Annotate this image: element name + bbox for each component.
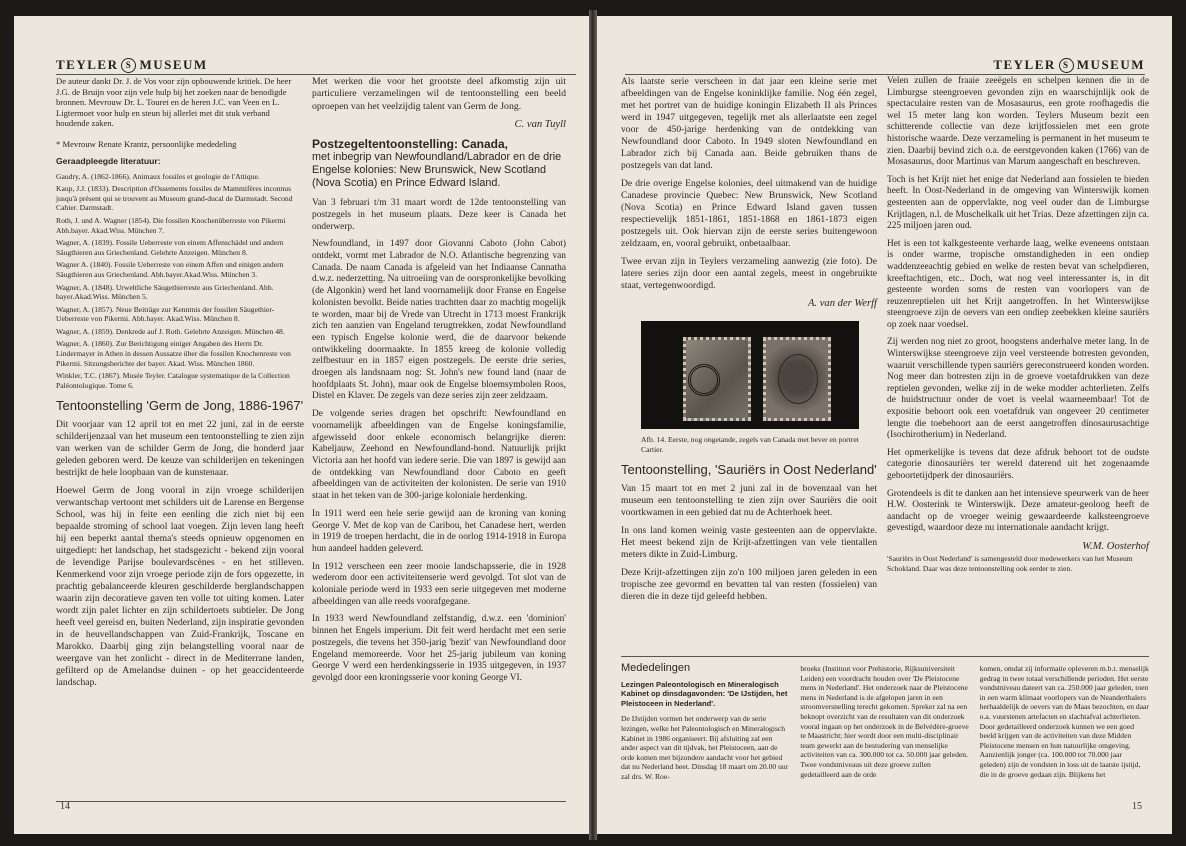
canada-para-1: Als laatste serie verscheen in dat jaar een kleine serie met afbeeldingen van de Engelse koninklijke familie. Nog één zegel, met het portret van de huidige koningin Elizabeth II als Princes werd in 1947 uitgegeven, tegelijk met als allerlaatste een zegel voor de 450-jarige herdenking van de ontdekking van Newfoundland door Caboto. In 1949 sloten Newfoundland en Labrador zich bij Canada aan. Beide gebruiken thans de postzegels van dat land. bbox=[621, 76, 877, 171]
reference-item: Wagner, A. (1848). Urweltliche Säugethierreste aus Griechenland. Abh. bayer.Akad.Wiss. München 5. bbox=[56, 282, 274, 302]
germ-de-jong-heading: Tentoonstelling 'Germ de Jong, 1886-1967' bbox=[56, 398, 304, 414]
right-column-2 bbox=[887, 76, 1149, 579]
news-top-rule bbox=[621, 656, 1149, 657]
sauriers-para-3: Deze Krijt-afzettingen zijn zo'n 100 miljoen jaren geleden in een tropische zee gevormd en bevatten tal van resten (fossielen) van dieren die in deze tijd geleefd hebben. bbox=[621, 567, 877, 603]
header-brand-museum: MUSEUM bbox=[1076, 57, 1145, 72]
left-page-header bbox=[56, 57, 576, 73]
reference-item: Wagner, A. (1860). Zur Berichtigung einiger Angaben des Herrn Dr. Lindermayer in Athen in dessen Aussatze über die fossilen Knochenreste von Pikermi. Sitzungsberichte der bayer. Akad. Wiss. München 1860. bbox=[56, 339, 291, 368]
reference-item: Roth, J. und A. Wagner (1854). Die fossilen Knochenüberreste von Pikermi Abh.bayer. Akad.Wiss. München 7. bbox=[56, 215, 286, 235]
fossils-para-3: Het is een tot kalkgesteente verharde laag, welke eveneens ontstaan is onder warme, tropische omstandigheden in een ondiep waddenzeeachtig gebied en welke de resten bevat van schelpdieren, kreeftachtigen, etc.. Doch, wat nog veel interessanter is, in dit gesteente worden soms de resten van voorlopers van de reuzenreptielen uit het Krijt aangetroffen. In het Winterswijkse steengroeve zijn de oevers van een ondiep zeebekken kleine sauriërs op zoek naar voedsel. bbox=[887, 238, 1149, 330]
news-text-c: komen, omdat zij informatie opleveren m.b.t. menselijk gedrag in twee totaal verschillende perioden. Het eerste vondstniveau dateert van ca. 250.000 jaar geleden, toen in een warm klimaat voorlopers van de Neanderthalers herhaaldelijk de oevers van de Maas bezochten, en daar o.a. vuurstenen artefacten en slachtafval achterlieten. Door gedetailleerd onderzoek kunnen we een goed beeld krijgen van de activiteiten van deze Midden Pleistocene mensen en hun natuurlijke omgeving. Aanzienlijk jonger (ca. 100.000 tot 70.000 jaar geleden) zijn de vondsten in loss uit de laatste ijstijd, die in de groeve gedaan zijn. Blijkens het bbox=[979, 664, 1149, 779]
reference-item: Wagner, A. (1857). Neue Beiträge zur Kenntnis der fossilen Säugethier-Ueberreste von Pikermi. Abh.bayer. Akad.Wiss. München 8. bbox=[56, 304, 275, 324]
book-spine bbox=[589, 10, 597, 840]
photo-caption: Afb. 14. Eerste, nog ongetande, zegels van Canada met bever en portret Cartier. bbox=[641, 435, 859, 454]
beaver-stamp-image bbox=[683, 337, 751, 421]
right-page-header bbox=[625, 57, 1145, 73]
left-column-1 bbox=[56, 76, 304, 695]
germ-de-jong-para-2: Hoewel Germ de Jong vooral in zijn vroege schilderijen verwantschap vertoont met schilders uit de Larense en Bergense School, was hij in feite een eenling die zich niet bij een bepaalde stroming of school laat voegen. Zijn leven lang heeft hij een beperkt aantal thema's steeds opnieuw opgenomen en uitgediept: het landschap, het stadsgezicht - bekend zijn vooral de levendige Parijse boulevardscènes - en het stilleven. Kenmerkend voor zijn vroege periode zijn de fors opgezette, in prachtig gebalanceerde kleuren geschilderde berglandschappen waarin zijn decoratieve gaven ten volle tot uiting komen. Later wordt zijn palet lichter en zijn schildertoets subtieler. De Jong heeft veel gereisd en, buiten Nederland, zijn inspiratie gevonden in de heuvellandschappen van Zuid-Frankrijk, Toscane en Marokko. Daarbij ging zijn belangstelling vooral naar de weergave van het zonlicht - direct in de Mediterrane landen, gefilterd op de Amelandse duinen - op het geaccidenteerde landschap. bbox=[56, 485, 304, 689]
header-rule bbox=[625, 74, 1145, 75]
stamp-para-5: In 1912 verscheen een zeer mooie landschapsserie, die in 1928 wederom door een activiteitenserie werd gevolgd. Tot slot van de koloniale periode werd in 1933 een serie uitgegeven met moderne afbeeldingen van alle reeds voorafgegane. bbox=[312, 561, 566, 607]
stamp-para-2: Newfoundland, in 1497 door Giovanni Caboto (John Cabot) ontdekt, vormt met Labrador de N.O. Atlantische begrenzing van Canada. De naam Canada is afgeleid van het Indiaanse Cannatha d.w.z. nederzetting. Na uitroeiing van de oorspronkelijke bevolking (de Algonkin) werd het land voornamelijk door Franse en Engelse kolonisten bevolkt. Beide naties trachtten daar zo machtig mogelijk te worden, maar bij de Vrede van Utrecht in 1713 moest Frankrijk zich ten aanzien van Engeland terugtrekken, zodat Newfoundland een typisch Engelse kolonie werd, die de daarvoor bekende ontwikkeling doormaakte. In 1855 kreeg de kolonie volledig zelfbestuur en in 1857 eigen postzegels. De eerste drie series, droegen als landsnaam nog: St. John's new found land (naar de hoofdplaats St. John), maar ook de Engelse bloemsymbolen Roos, Distel en Klaver. De zegels van deze series zijn zeer zeldzaam. bbox=[312, 239, 566, 402]
teylers-logo-icon: S bbox=[121, 58, 136, 73]
page-number-right: 15 bbox=[1132, 801, 1142, 812]
canada-para-3: Twee ervan zijn in Teylers verzameling aanwezig (zie foto). De latere series zijn door een aantal zegels, meest in ongebruikte staat, vertegenwoordigd. bbox=[621, 256, 877, 291]
footnote: * Mevrouw Renate Krantz, persoonlijke mededeling bbox=[56, 138, 237, 149]
header-rule bbox=[56, 74, 576, 75]
fossils-para-1: Velen zullen de fraaie zeeëgels en schelpen kennen die in de Limburgse steengroeven gevonden zijn en waarschijnlijk ook de spectaculaire resten van de Mosasaurus, een grote roofhagedis die wel 15 meter lang kon worden. Teylers Museum bezit een schitterende collectie van deze krijtfossielen met een grote historische waarde. Deze verzameling is permanent in het museum te zien. Daarbij bevind zich o.a. de eerstgevonden kaken (1766) van de Mosasaurus, door Martinus van Marum aangeschaft en beschreven. bbox=[887, 76, 1149, 168]
germ-de-jong-para-1: Dit voorjaar van 12 april tot en met 22 juni, zal in de eerste schilderijenzaal van het museum een tentoonstelling te zien zijn van werken van de schilder Germ de Jong, die honderd jaar geleden geboren werd. De keuze van schilderijen en tekeningen bestrijkt de hele loopbaan van de kunstenaar. bbox=[56, 419, 304, 479]
stamp-exhibition-title: Postzegeltentoonstelling: Canada, bbox=[312, 137, 509, 152]
fossils-para-6: Grotendeels is dit te danken aan het intensieve speurwerk van de heer H.W. Oosterink te Winterswijk. Deze amateur-geoloog heeft de aandacht op de vroeger weinig gewaardeerde kalksteengroeve gevestigd, waardoor deze nu internationale aandacht krijgt. bbox=[887, 488, 1149, 534]
reference-item: Wagner, A. (1859). Denkrede auf J. Roth. Gelehrte Anzeigen. München 48. bbox=[56, 326, 285, 336]
acknowledgement-text: De auteur dankt Dr. J. de Vos voor zijn opbouwende kritiek. De heer J.G. de Bruijn voor zijn vele hulp bij het zoeken naar de benodigde bronnen. Mevrouw Dr. L. Touret en de heren J.C. van Veen en L. Ligtermoet voor hulp en steun bij allerlei met dit stuk verband houdende zaken. bbox=[56, 76, 292, 129]
postmark-cancel bbox=[688, 364, 720, 396]
sauriers-para-2: In ons land komen weinig vaste gesteenten aan de oppervlakte. Het meest bekend zijn de Krijt-afzettingen van vele tientallen meters dikte in Zuid-Limburg. bbox=[621, 525, 877, 561]
news-column-3 bbox=[980, 664, 1149, 804]
news-column-1 bbox=[621, 664, 790, 804]
reference-item: Winkler, T.C. (1867). Musée Teyler. Catalogue systematique de la Collection Paléontologique. Tome 6. bbox=[56, 371, 290, 390]
fossils-para-2: Toch is het Krijt niet het enige dat Nederland aan fossielen te bieden heeft. In Oost-Nederland in de omgeving van Winterswijk komen gesteenten aan de oppervlakte, nog veel ouder dan de Limburgse Krijtlagen, n.l. de Muschelkalk uit het Trias. Deze afzettingen zijn ca. 225 miljoen jaren oud. bbox=[887, 174, 1149, 232]
references-heading: Geraadpleegde literatuur: bbox=[56, 155, 161, 166]
right-page bbox=[597, 16, 1172, 834]
footer-rule bbox=[56, 801, 566, 802]
page-number-left: 14 bbox=[60, 801, 70, 812]
left-column-2 bbox=[312, 76, 566, 691]
sauriers-continued bbox=[887, 76, 1149, 535]
reference-item: Gaudry, A. (1862-1866). Animaux fossiles et geologie de l'Attique. bbox=[56, 171, 260, 181]
signature-oosterhof: W.M. Oosterhof bbox=[1082, 540, 1149, 552]
sauriers-para-1: Van 15 maart tot en met 2 juni zal in de bovenzaal van het museum een tentoonstelling te zien zijn over Sauriërs die ooit voortkwamen in een gebied dat nu de Achterhoek heet. bbox=[621, 483, 877, 519]
canada-stamps-photo bbox=[641, 321, 859, 429]
news-text-b: broeks (Instituut voor Prehistorie, Rijksuniversiteit Leiden) een voordracht houden over 'De Pleistocene mens in Nederland'. Het onderzoek naar de Pleistocene mens in Nederland is de afgelopen jaren in een stroomversnelling terecht gekomen. Spreker zal na een beknopt overzicht van de resultaten van dit onderzoek vooral ingaan op het onderzoek in de Belvédère-groeve te Maastricht; hier wordt door een multi-disciplinair team gewerkt aan de bestudering van menselijke activiteiten van ca. 300.000 tot ca. 50.000 jaar geleden. Twee vondstniveaus uit deze groeve zullen gedetailleerd aan de orde bbox=[800, 664, 969, 779]
signature-van-tuyll: C. van Tuyll bbox=[514, 119, 566, 131]
canada-continued bbox=[621, 76, 877, 292]
cartier-portrait-stamp-image bbox=[763, 337, 831, 421]
canada-para-2: De drie overige Engelse kolonies, deel uitmakend van de huidige Canadese provincie Quebec: New Brunswick, New Scotland (Nova Scotia) en Prince Edward Island gaven tussen respectievelijk 1851-1861, 1851-1868 en 1861-1873 eigen postzegels uit. Ook hiervan zijn de eerste series buitengewoon zeldzaam, en, vooral gebruikt, onbetaalbaar. bbox=[621, 178, 877, 249]
portrait-oval bbox=[778, 354, 818, 404]
header-brand-museum: MUSEUM bbox=[139, 57, 208, 72]
news-text-a: De IJstijden vormen het onderwerp van de serie lezingen, welke het Paleontologisch en Mineralogisch Kabinet in 1986 organiseert. Bij afsluiting zal een ander aspect van dit tijdvak, het Pleistoceen, aan de orde komen met bijzondere aandacht voor het gebied dat nu Nederland heet. Dinsdag 18 maart om 20.00 uur zal drs. W. Roe- bbox=[621, 714, 789, 781]
header-brand-teyler: TEYLER bbox=[993, 57, 1056, 72]
sauriers-body bbox=[621, 483, 877, 603]
fossils-para-4: Zij werden nog niet zo groot, hoogstens anderhalve meter lang. In de Winterswijkse steengroeve zijn veel versteende botresten gevonden, waaruit verschillende typen sauriërs gereconstrueerd konden worden. Nog meer dan botresten zijn in de groeve voetafdrukken van deze reptielen gevonden, welke zij in de weke modder achterlieten. Zelfs de huidstructuur onder de voet is veelal waarneembaar! Tot de expositie behoort ook een voetafdruk van ongeveer 20 centimeter lengte die toebehoort aan de eerst aangetroffen dinosaurusachtige (Isochirotherium) in Nederland. bbox=[887, 337, 1149, 441]
stamp-exhibition-subtitle: met inbegrip van Newfoundland/Labrador en de drie Engelse kolonies: New Brunswick, New Scotland (Nova Scotia) en Prince Edward Island. bbox=[312, 151, 562, 190]
germ-de-jong-closing: Met werken die voor het grootste deel afkomstig zijn uit particuliere verzamelingen wil de tentoonstelling een beeld oproepen van het veelzijdig talent van Germ de Jong. bbox=[312, 76, 566, 112]
right-column-1 bbox=[621, 76, 877, 609]
sauriers-heading: Tentoonstelling, 'Sauriërs in Oost Nederland' bbox=[621, 462, 877, 478]
news-box bbox=[621, 664, 1149, 804]
left-page bbox=[14, 16, 589, 834]
sauriers-note: 'Sauriërs in Oost Nederland' is samengesteld door medewerkers van het Museum Schokland. Daar was deze tentoonstelling ook eerder te zien. bbox=[887, 553, 1133, 573]
signature-van-der-werff: A. van der Werff bbox=[807, 298, 877, 309]
stamp-exhibition-body bbox=[312, 198, 566, 684]
teylers-logo-icon: S bbox=[1059, 58, 1074, 73]
stamp-para-6: In 1933 werd Newfoundland zelfstandig, d.w.z. een 'dominion' binnen het Engels imperium. Dit feit werd herdacht met een serie postzegels, die tevens het 350-jarig 'bezit' van Newfoundland door Engeland memoreerde. Voor het 25-jarig jubileum van koning George V werd een herdenkingsserie in 1935 uitgegeven, in 1937 gevolgd door een kroningsserie voor koning George VI. bbox=[312, 614, 566, 683]
fossils-para-5: Het opmerkelijke is tevens dat deze afdruk behoort tot de oudste categorie dinosauriërs ter wereld daterend uit het zogenaamde geboortetijdperk der dinosauriërs. bbox=[887, 447, 1149, 481]
reference-item: Wagner, A. (1839). Fossile Ueberreste von einem Affenschädel und andern Säugthieren aus Griechenland. Gelehrte Anzeigen. München 8. bbox=[56, 238, 284, 257]
reference-item: Wagner A. (1840). Fossile Ueberreste von einem Affen und einigen andern Säugthieren aus Griechenland. Abh.bayer.Akad.Wiss. München 3. bbox=[56, 260, 284, 279]
reference-item: Kaup, J.J. (1833). Description d'Ossements fossiles de Mammifères inconnus jusqu'à présent qui se trouvent au Museum grand-ducal de Darmstadt. Second Cahier. Darmstadt. bbox=[56, 184, 293, 213]
news-title: Mededelingen bbox=[621, 662, 691, 674]
header-brand-teyler: TEYLER bbox=[56, 57, 119, 72]
stamp-para-3: De volgende series dragen het opschrift: Newfoundland en voornamelijk afbeeldingen van de Engelse koningsfamilie, afgewisseld door enkele economisch belangrijke dieren: Kabeljauw, Zeehond en Newfoundland-hond. Natuurlijk prijkt Victoria aan het hoofd van iedere serie. Die van 1897 is gewijd aan de ontdekking van Newfoundland door Caboto en geeft afbeeldingen van de activiteiten der kolonisten. De serie van 1910 staat in het teken van de 300-jarige koloniale herdenking. bbox=[312, 409, 566, 502]
news-heading: Lezingen Paleontologisch en Mineralogisch Kabinet op dinsdagavonden: 'De IJstijden, het Pleistoceen in Nederland'. bbox=[621, 679, 788, 708]
news-column-2 bbox=[800, 664, 969, 804]
stamp-para-1: Van 3 februari t/m 31 maart wordt de 12de tentoonstelling van postzegels in het museum plaats. Deze keer is Canada het onderwerp. bbox=[312, 198, 566, 232]
stamp-exhibition-heading bbox=[312, 138, 566, 190]
references-list bbox=[56, 172, 304, 391]
stamp-para-4: In 1911 werd een hele serie gewijd aan de kroning van koning George V. Met de kop van de Caribou, het Canadese hert, werden in 1919 de troepen herdacht, die in de oorlog 1914-1918 in Europa hun aandeel hadden geleverd. bbox=[312, 508, 566, 554]
